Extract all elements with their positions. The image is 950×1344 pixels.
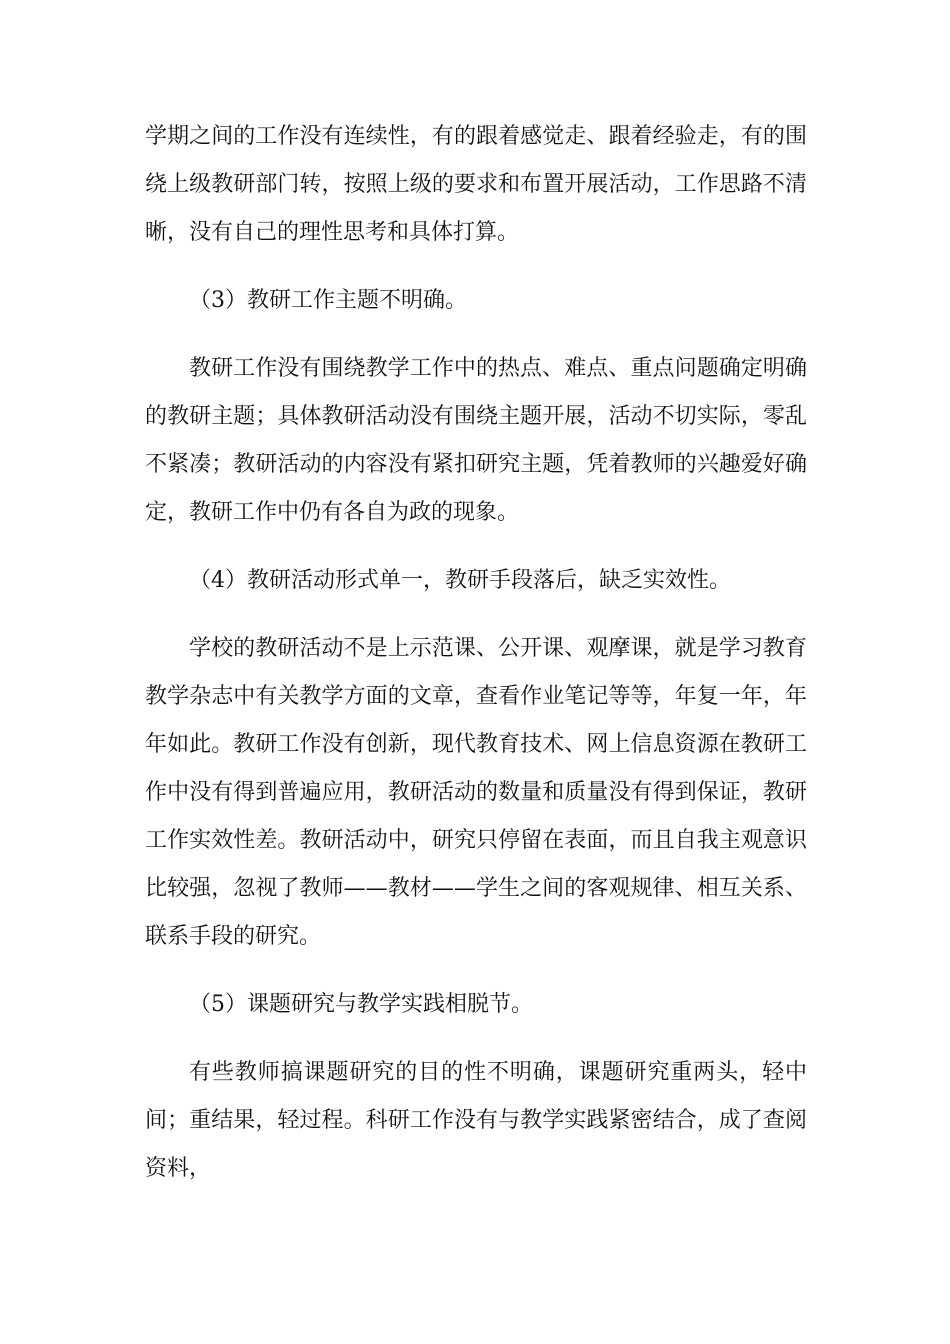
section-heading-5: （5）课题研究与教学实践相脱节。 [189, 992, 533, 1017]
paragraph-topic-unclear: 教研工作没有围绕教学工作中的热点、难点、重点问题确定明确的教研主题；具体教研活动没有围绕主题开展，活动不切实际，零乱不紧凑；教研活动的内容没有紧扣研究主题，凭着教师的兴趣爱好确定，教研工作中仍有各自为政的现象。 [145, 356, 807, 525]
paragraph-single-form: 学校的教研活动不是上示范课、公开课、观摩课，就是学习教育教学杂志中有关教学方面的文章，查看作业笔记等等，年复一年，年年如此。教研工作没有创新，现代教育技术、网上信息资源在教研工作中没有得到普遍应用，教研活动的数量和质量没有得到保证，教研工作实效性差。教研活动中，研究只停留在表面，而且自我主观意识比较强，忽视了教师——教材——学生之间的客观规律、相互关系、联系手段的研究。 [145, 636, 807, 949]
paragraph-continuation: 学期之间的工作没有连续性，有的跟着感觉走、跟着经验走，有的围绕上级教研部门转，按照上级的要求和布置开展活动，工作思路不清晰，没有自己的理性思考和具体打算。 [145, 124, 807, 245]
section-heading-3: （3）教研工作主题不明确。 [189, 288, 467, 313]
section-heading-4: （4）教研活动形式单一，教研手段落后，缺乏实效性。 [189, 568, 731, 593]
paragraph-research-disconnect: 有些教师搞课题研究的目的性不明确，课题研究重两头，轻中间；重结果，轻过程。科研工作没有与教学实践紧密结合，成了查阅资料， [145, 1060, 807, 1181]
document-body [145, 113, 807, 1193]
